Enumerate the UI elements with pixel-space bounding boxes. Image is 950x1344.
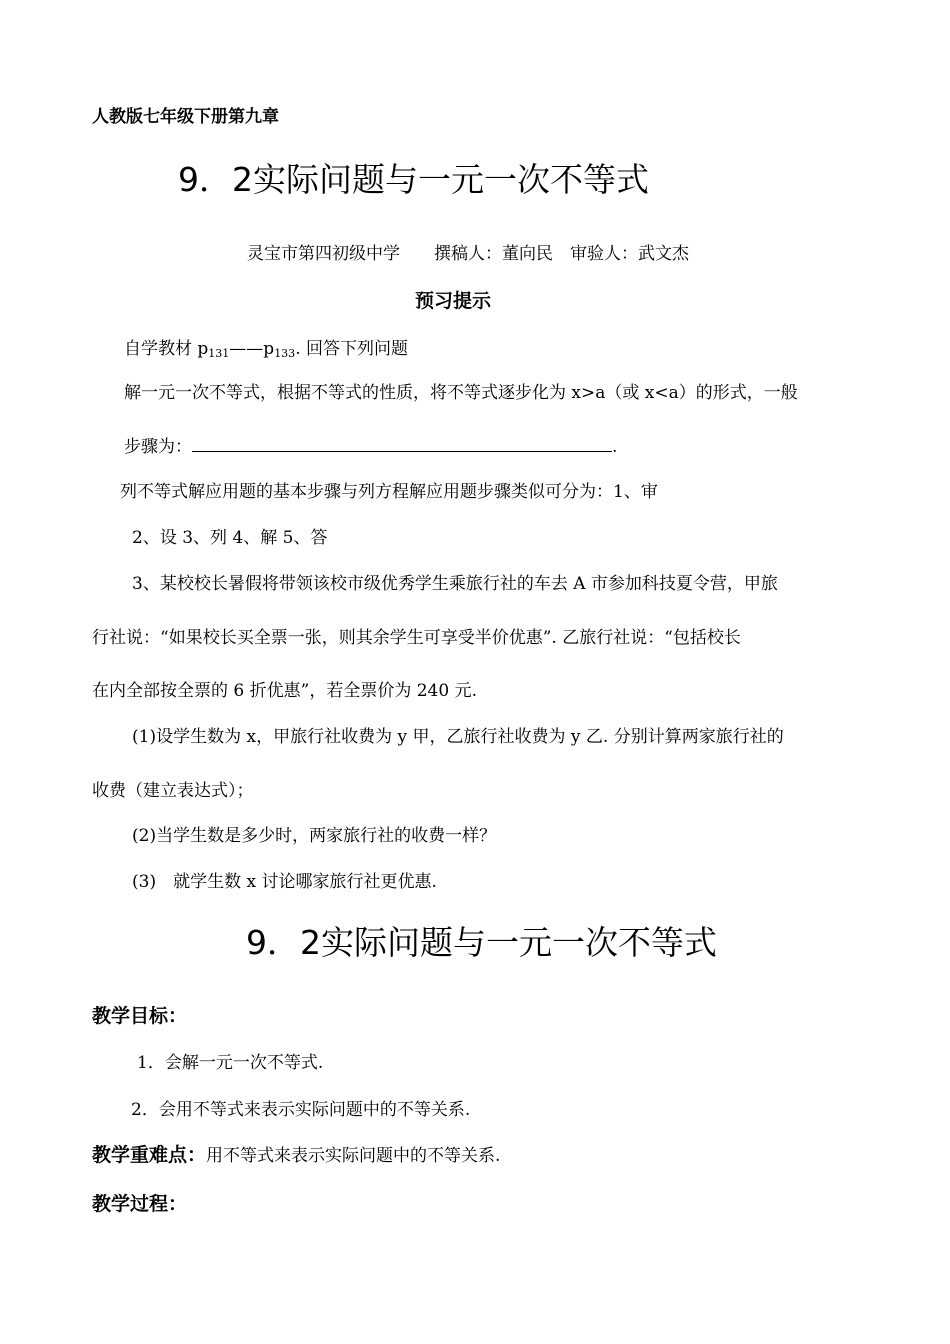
- word-problem-steps-text: 列不等式解应用题的基本步骤与列方程解应用题步骤类似可分为：1、审: [120, 482, 658, 502]
- steps-fill-in: 步骤为： .: [124, 437, 618, 457]
- self-study-instruction: 自学教材 $p_{131}——p_{133}$. 回答下列问题: [124, 339, 408, 360]
- page-end: 133: [274, 347, 296, 360]
- problem-paragraph-line-2: 行社说：“如果校长买全票一张，则其余学生可享受半价优惠”. 乙旅行社说：“包括校长: [92, 628, 741, 648]
- goal-2: 2．会用不等式来表示实际问题中的不等关系.: [131, 1100, 471, 1120]
- author-line: 灵宝市第四初级中学 撰稿人：董向民 审验人：武文杰: [247, 244, 689, 264]
- key-difficulty: [92, 1144, 500, 1167]
- problem-paragraph-line-1: 3、某校校长暑假将带领该校市级优秀学生乘旅行社的车去 A 市参加科技夏令营，甲旅: [132, 574, 778, 594]
- key-difficulty-label: 教学重难点：: [92, 1144, 207, 1166]
- preview-heading: 预习提示: [415, 290, 492, 312]
- page-start: 131: [208, 347, 230, 360]
- key-difficulty-text: 用不等式来表示实际问题中的不等关系.: [206, 1146, 501, 1166]
- book-header: 人教版七年级下册第九章: [92, 107, 279, 127]
- answer-blank: [192, 437, 612, 452]
- teaching-process-heading: 教学过程：: [92, 1193, 188, 1215]
- steps-list: 2、设 3、列 4、解 5、答: [132, 528, 328, 548]
- solve-inequality-text: 解一元一次不等式，根据不等式的性质，将不等式逐步化为 x>a（或 x<a）的形式，一般: [124, 383, 798, 403]
- document-title: 9．2实际问题与一元一次不等式: [178, 160, 649, 199]
- question-3: (3) 就学生数 x 讨论哪家旅行社更优惠.: [132, 872, 437, 892]
- teaching-section-title: 9．2实际问题与一元一次不等式: [246, 923, 717, 962]
- problem-paragraph-line-3: 在内全部按全票的 6 折优惠”，若全票价为 240 元.: [92, 681, 477, 701]
- teaching-goals-heading: 教学目标：: [92, 1005, 188, 1027]
- question-1-line-1: (1)设学生数为 x，甲旅行社收费为 y 甲，乙旅行社收费为 y 乙. 分别计算两家旅行社的: [132, 727, 784, 747]
- question-1-line-2: 收费（建立表达式）；: [92, 781, 254, 801]
- question-2: (2)当学生数是多少时，两家旅行社的收费一样？: [132, 826, 497, 846]
- goal-1: 1．会解一元一次不等式.: [137, 1053, 324, 1073]
